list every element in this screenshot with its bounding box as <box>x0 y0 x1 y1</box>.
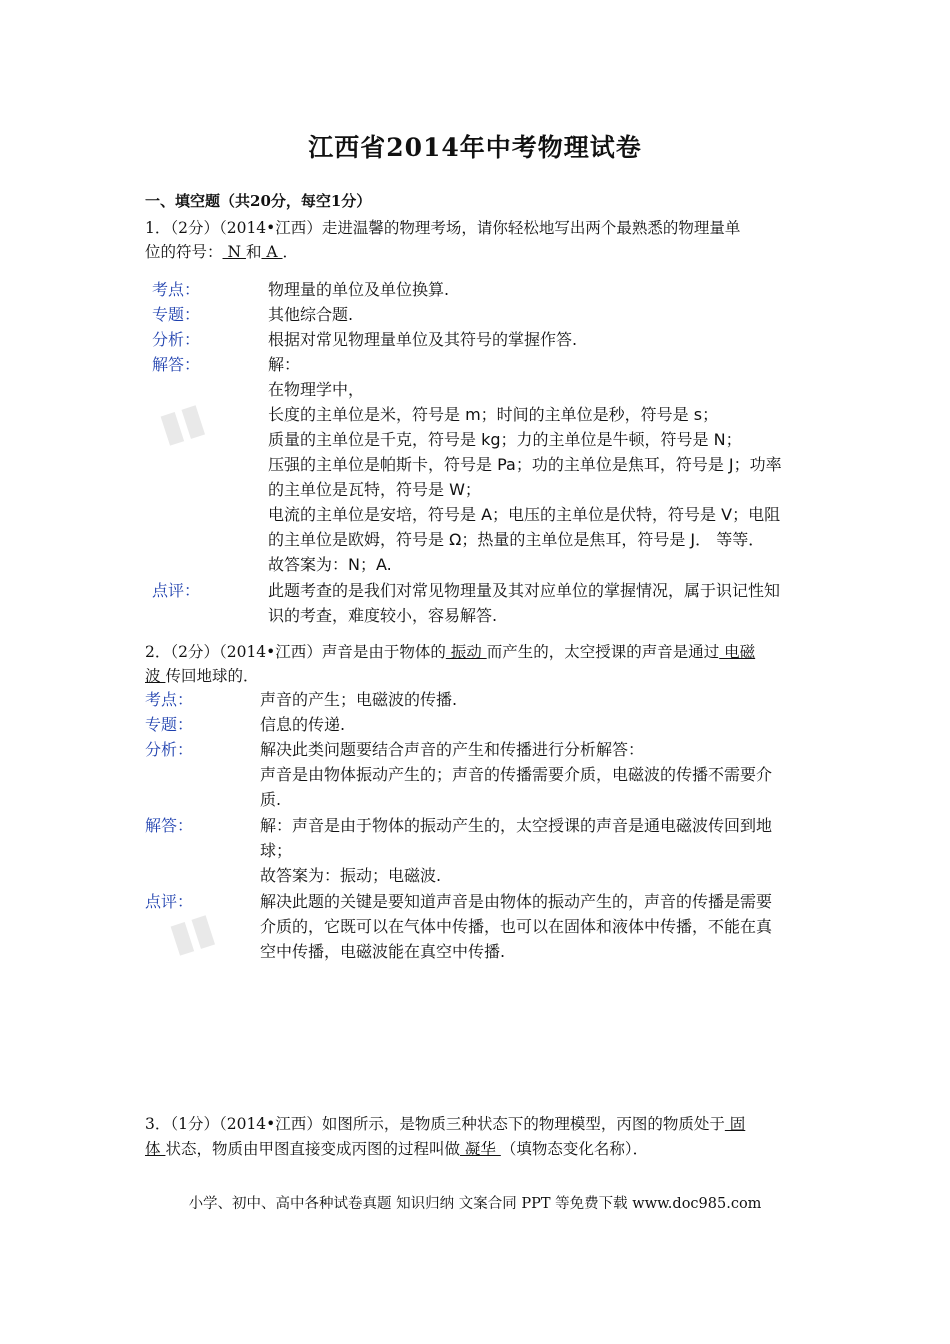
q2-label-zhuanti: 专题： <box>145 715 194 734</box>
q2-label-dianping: 点评： <box>145 892 194 911</box>
q1-zhuanti: 其他综合题. <box>268 305 354 324</box>
q2-fenxi-line: 质. <box>260 790 282 809</box>
q2-answer-2-part1: 电磁 <box>719 643 756 661</box>
q1-answer-1: N <box>222 243 246 261</box>
q1-jieda-line: 质量的主单位是千克，符号是 kg；力的主单位是牛顿，符号是 N； <box>268 430 742 449</box>
q2-fenxi-line: 声音是由物体振动产生的；声音的传播需要介质，电磁波的传播不需要介 <box>260 765 773 784</box>
q2-dianping-line: 空中传播，电磁波能在真空中传播. <box>260 942 506 961</box>
q2-jieda-line: 故答案为：振动；电磁波. <box>260 866 442 885</box>
q1-fenxi: 根据对常见物理量单位及其符号的掌握作答. <box>268 330 578 349</box>
q2-stem-prefix: 2．（2分）（2014•江西）声音是由于物体的 <box>145 643 446 661</box>
q2-kaodian: 声音的产生；电磁波的传播. <box>260 690 458 709</box>
q2-stem-end: 传回地球的． <box>165 667 259 685</box>
page-title: 江西省2014年中考物理试卷 <box>308 133 642 162</box>
q1-jieda-line: 故答案为：N；A. <box>268 555 392 574</box>
q3-answer-1-part1: 固 <box>724 1115 746 1133</box>
q1-stem-line1: 1．（2分）（2014•江西）走进温馨的物理考场，请你轻松地写出两个最熟悉的物理量单 <box>145 219 741 237</box>
q1-answer-2: A <box>261 243 283 261</box>
page-footer: 小学、初中、高中各种试卷真题 知识归纳 文案合同 PPT 等免费下载 www.doc985.com <box>188 1196 762 1212</box>
q2-jieda-line: 解：声音是由于物体的振动产生的，太空授课的声音是通电磁波传回到地 <box>260 816 773 835</box>
q2-stem-line2 <box>145 664 815 688</box>
q2-stem-line1 <box>145 640 815 664</box>
q1-jieda-line: 电流的主单位是安培，符号是 A；电压的主单位是伏特，符号是 V；电阻 <box>268 505 781 524</box>
q1-jieda-line: 长度的主单位是米，符号是 m；时间的主单位是秒，符号是 s； <box>268 405 719 424</box>
watermark-logo: ▮▮ <box>153 394 211 452</box>
q1-stem-prefix: 位的符号： <box>145 243 223 261</box>
q1-label-kaodian: 考点： <box>152 280 201 299</box>
q1-jieda-line: 的主单位是瓦特，符号是 W； <box>268 480 481 499</box>
q2-answer-1: 振动 <box>445 643 487 661</box>
q2-jieda-line: 球； <box>260 841 293 860</box>
q2-dianping-line: 解决此题的关键是要知道声音是由物体的振动产生的，声音的传播是需要 <box>260 892 773 911</box>
q1-label-fenxi: 分析： <box>152 330 201 349</box>
q1-stem-and: 和 <box>245 243 262 261</box>
q2-zhuanti: 信息的传递. <box>260 715 346 734</box>
q2-stem-mid: 而产生的，太空授课的声音是通过 <box>486 643 720 661</box>
q3-stem-line2 <box>145 1137 815 1161</box>
q1-stem-end: ． <box>282 243 299 261</box>
watermark-logo: ▮▮ <box>163 904 221 962</box>
q1-dianping-line: 此题考查的是我们对常见物理量及其对应单位的掌握情况，属于识记性知 <box>268 581 781 600</box>
q1-label-dianping: 点评： <box>152 581 201 600</box>
q1-jieda-line: 解： <box>268 355 301 374</box>
q3-stem-line1 <box>145 1112 815 1136</box>
q1-stem-line2 <box>145 240 815 264</box>
q2-answer-2-part2: 波 <box>145 667 166 685</box>
q1-jieda-line: 压强的主单位是帕斯卡，符号是 Pa；功的主单位是焦耳，符号是 J；功率 <box>268 455 782 474</box>
q1-jieda-line: 在物理学中， <box>268 380 365 399</box>
q2-fenxi-line: 解决此类问题要结合声音的产生和传播进行分析解答： <box>260 740 645 759</box>
q1-label-zhuanti: 专题： <box>152 305 201 324</box>
q2-label-jieda: 解答： <box>145 816 194 835</box>
q3-answer-1-part2: 体 <box>145 1140 166 1158</box>
q3-stem-mid: 状态，物质由甲图直接变成丙图的过程叫做 <box>165 1140 460 1158</box>
q1-kaodian: 物理量的单位及单位换算. <box>268 280 450 299</box>
q1-jieda-line: 的主单位是欧姆，符号是 Ω；热量的主单位是焦耳，符号是 J． 等等． <box>268 530 765 549</box>
q1-label-jieda: 解答： <box>152 355 201 374</box>
q2-label-kaodian: 考点： <box>145 690 194 709</box>
section-heading: 一、填空题（共20分，每空1分） <box>145 192 372 210</box>
q3-stem-prefix: 3．（1分）（2014•江西）如图所示，是物质三种状态下的物理模型，丙图的物质处于 <box>145 1115 725 1133</box>
q1-dianping-line: 识的考查，难度较小，容易解答. <box>268 606 498 625</box>
q3-answer-2: 凝华 <box>459 1140 501 1158</box>
q3-stem-end: （填物态变化名称）． <box>500 1140 649 1158</box>
q2-dianping-line: 介质的，它既可以在气体中传播，也可以在固体和液体中传播，不能在真 <box>260 917 773 936</box>
q2-label-fenxi: 分析： <box>145 740 194 759</box>
